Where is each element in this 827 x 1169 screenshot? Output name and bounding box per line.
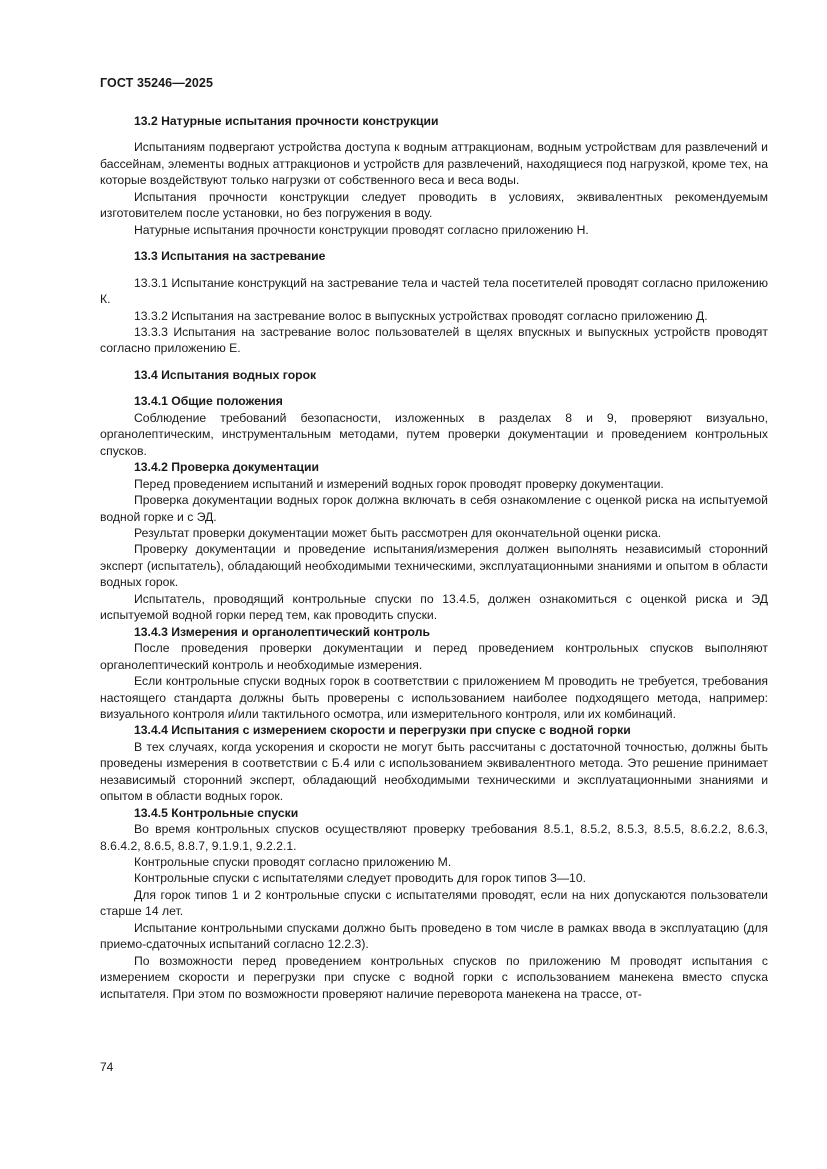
paragraph: Испытаниям подвергают устройства доступа к водным аттракционам, водным устройствам для развлечений и бассейнам, элементы водных аттракционов и устройств для развлечений, находящиеся под нагрузкой, кроме тех, на которые воздействуют только нагрузки от собственного веса и веса воды. <box>100 140 768 188</box>
paragraph: По возможности перед проведением контрольных спусков по приложению М проводят испытания с измерением скорости и перегрузки при спуске с водной горки с использованием манекена вместо спуска испытателя. При этом по возможности проверяют наличие переворота манекена на трассе, от- <box>100 953 768 1001</box>
paragraph: Проверку документации и проведение испытания/измерения должен выполнять независимый сторонний эксперт (испытатель), обладающий необходимыми техническими, эксплуатационными знаниями и опытом в области водных горок. <box>100 542 768 590</box>
paragraph: Для горок типов 1 и 2 контрольные спуски с испытателями проводят, если на них допускаются пользователи старше 14 лет. <box>100 887 768 919</box>
subsection-heading: 13.4.3 Измерения и органолептический контроль <box>134 624 430 639</box>
paragraph: Результат проверки документации может быть рассмотрен для окончательной оценки риска. <box>134 525 662 540</box>
paragraph: 13.3.3 Испытания на застревание волос пользователей в щелях впускных и выпускных устройств проводят согласно приложению Е. <box>100 324 768 356</box>
paragraph: В тех случаях, когда ускорения и скорости не могут быть рассчитаны с достаточной точностью, должны быть проведены измерения в соответствии с Б.4 или с использованием эквивалентного метода. Это решение принимает независимый сторонний эксперт, обладающий необходимыми техническими и эксплуатационными знаниями и опытом в области водных горок. <box>100 739 768 804</box>
section-heading: 13.4 Испытания водных горок <box>134 367 317 382</box>
subsection-heading: 13.4.1 Общие положения <box>134 394 283 409</box>
page-number: 74 <box>100 1060 114 1074</box>
paragraph: После проведения проверки документации и перед проведением контрольных спусков выполняют органолептический контроль и необходимые измерения. <box>100 641 768 672</box>
paragraph: 13.3.1 Испытание конструкций на застревание тела и частей тела посетителей проводят согласно приложению К. <box>100 275 768 307</box>
document-body <box>100 113 768 1002</box>
paragraph: Испытание контрольными спусками должно быть проведено в том числе в рамках ввода в эксплуатацию (для приемо-сдаточных испытаний согласно 12.2.3). <box>100 920 768 952</box>
subsection-heading: 13.4.4 Испытания с измерением скорости и перегрузки при спуске с водной горки <box>134 723 631 738</box>
paragraph: Если контрольные спуски водных горок в соответствии с приложением М проводить не требуется, требования настоящего стандарта должны быть проверены с использованием наиболее подходящего метода, например: визуального контроля и/или тактильного осмотра, или измерительного контроля, или их комбинаций. <box>100 674 768 721</box>
subsection-heading: 13.4.5 Контрольные спуски <box>134 805 299 820</box>
paragraph: Соблюдение требований безопасности, изложенных в разделах 8 и 9, проверяют визуально, органолептическим, инструментальным методами, путем проверки документации и проведением контрольных спусков. <box>100 410 768 458</box>
paragraph: Проверка документации водных горок должна включать в себя ознакомление с оценкой риска на испытуемой водной горке и с ЭД. <box>100 493 768 524</box>
paragraph: Натурные испытания прочности конструкции проводят согласно приложению Н. <box>134 222 589 237</box>
paragraph: Испытатель, проводящий контрольные спуски по 13.4.5, должен ознакомиться с оценкой риска и ЭД испытуемой водной горки перед тем, как проводить спуски. <box>100 591 768 623</box>
subsection-heading: 13.4.2 Проверка документации <box>134 460 320 475</box>
paragraph: Испытания прочности конструкции следует проводить в условиях, эквивалентных рекомендуемым изготовителем после установки, но без погружения в воду. <box>100 189 768 221</box>
paragraph: Перед проведением испытаний и измерений водных горок проводят проверку документации. <box>134 476 664 491</box>
paragraph: Во время контрольных спусков осуществляют проверку требования 8.5.1, 8.5.2, 8.5.3, 8.5.5, 8.6.2.2, 8.6.3, 8.6.4.2, 8.6.5, 8.8.7, 9.1.9.1, 9.2.2.1. <box>100 822 768 853</box>
section-heading: 13.3 Испытания на застревание <box>134 249 326 264</box>
document-header: ГОСТ 35246—2025 <box>100 76 214 90</box>
paragraph: Контрольные спуски проводят согласно приложению М. <box>134 855 452 870</box>
section-heading: 13.2 Натурные испытания прочности конструкции <box>134 114 439 128</box>
paragraph: 13.3.2 Испытания на застревание волос в выпускных устройствах проводят согласно приложению Д. <box>134 308 708 323</box>
paragraph: Контрольные спуски с испытателями следует проводить для горок типов 3—10. <box>134 871 586 886</box>
